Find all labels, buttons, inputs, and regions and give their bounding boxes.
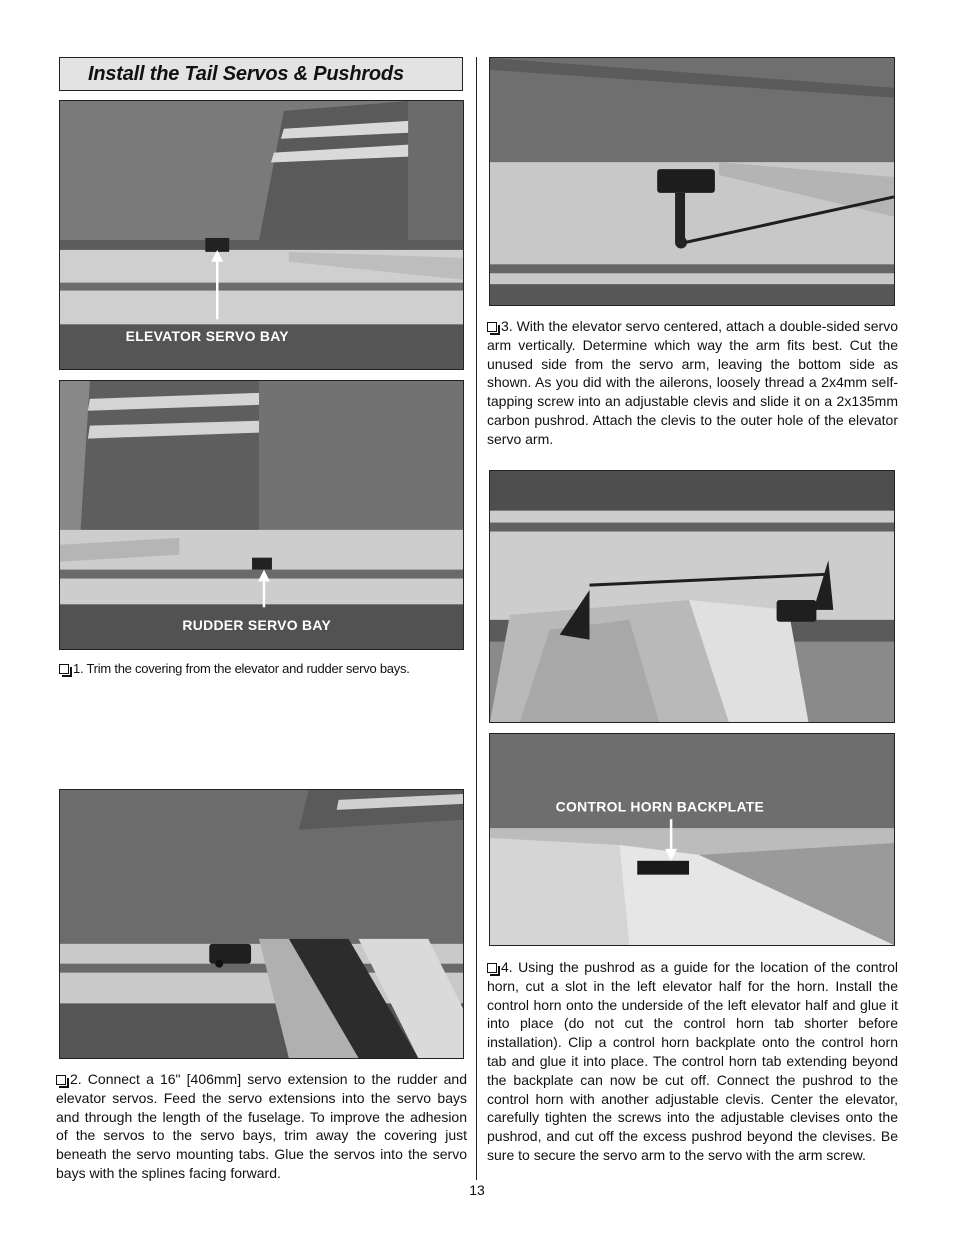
step-2-text: 2. Connect a 16" [406mm] servo extension to the rudder and elevator servos. Feed the servo extensions into the servo bays and through the length of the fuselage. To improve the adhesion of the servos to the servo bays, trim away the covering just beneath the servo mounting tabs. Glue the servos into the servo bays with the splines facing forward. (56, 1071, 467, 1181)
step-3-checkbox[interactable] (487, 322, 497, 332)
step-1-checkbox[interactable] (59, 664, 69, 674)
photo-elevator-servo-bay (59, 100, 464, 370)
rudder-bay-label: RUDDER SERVO BAY (182, 617, 332, 634)
step-4-checkbox[interactable] (487, 963, 497, 973)
photo-rudder-servo-bay (59, 380, 464, 650)
photo-servos-installed (59, 789, 464, 1059)
step-3 (487, 317, 898, 449)
photo-pushrod-control-horn (489, 470, 895, 723)
step-1-text: 1. Trim the covering from the elevator and rudder servo bays. (73, 661, 410, 676)
step-2-checkbox[interactable] (56, 1075, 66, 1085)
section-title-box (59, 57, 463, 91)
step-4 (487, 958, 898, 1165)
column-divider (476, 57, 477, 1180)
control-horn-label: CONTROL HORN BACKPLATE (555, 798, 765, 815)
step-1 (59, 660, 471, 679)
step-3-text: 3. With the elevator servo centered, attach a double-sided servo arm vertically. Determine which way the arm fits best. Cut the unused side from the servo arm, leaving the bottom side as shown. As you did with the ailerons, loosely thread a 2x4mm self-tapping screw into an adjustable clevis and slide it on a 2x135mm carbon pushrod. Attach the clevis to the outer hole of the elevator servo arm. (487, 318, 898, 447)
elevator-bay-label: ELEVATOR SERVO BAY (125, 328, 289, 345)
photo-control-horn-backplate (489, 733, 895, 946)
photo-elevator-servo-arm (489, 57, 895, 306)
step-4-text: 4. Using the pushrod as a guide for the location of the control horn, cut a slot in the left elevator half for the horn. Install the control horn onto the underside of the left elevator half and glue it into place (do not cut the control horn tab shorter before installation). Clip a control horn backplate onto the control horn tab and glue it into place. The control horn tab extending beyond the backplate can now be cut off. Connect the pushrod to the control horn with another adjustable clevis. Center the elevator, carefully tighten the screws into the adjustable clevises onto the pushrod, and cut off the excess pushrod beyond the clevises. Be sure to secure the servo arm to the servo with the arm screw. (487, 959, 898, 1163)
step-2 (56, 1070, 467, 1183)
section-title: Install the Tail Servos & Pushrods (88, 62, 404, 85)
page-number: 13 (469, 1182, 485, 1198)
